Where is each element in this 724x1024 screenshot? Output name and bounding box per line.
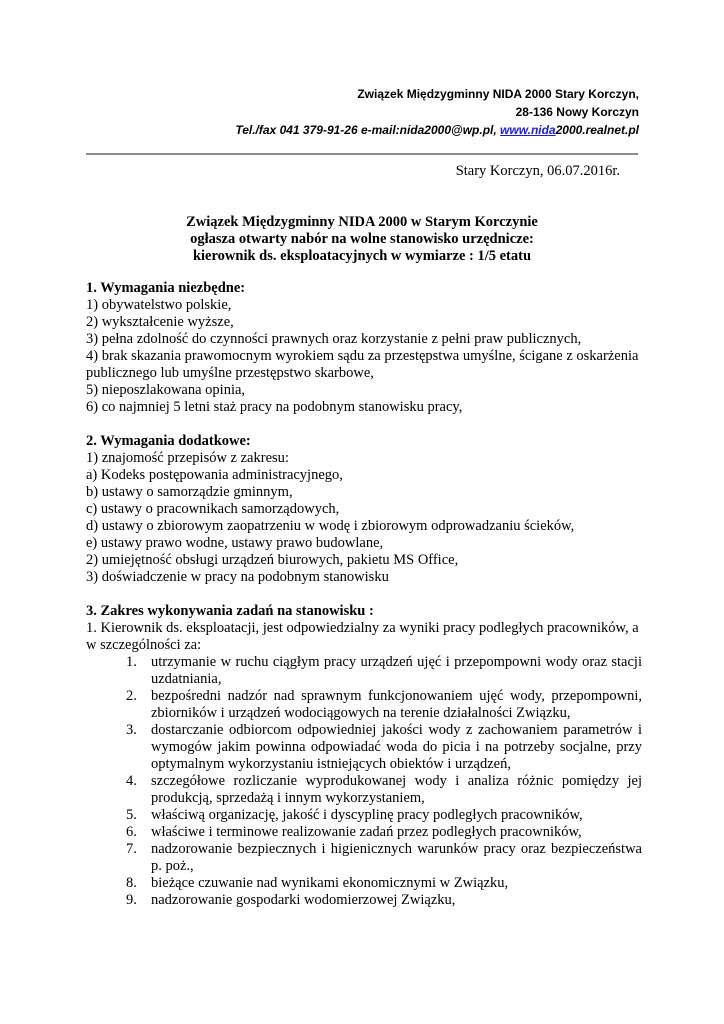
list-item [86,688,642,722]
list-item-text: właściwą organizację, jakość i dyscyplinę pracy podległych pracowników, [151,807,583,823]
list-item [86,875,642,892]
section-1-item: 6) co najmniej 5 letni staż pracy na podobnym stanowisku pracy, [86,399,463,415]
section-3-heading: 3. Zakres wykonywania zadań na stanowisku : [86,603,374,619]
website-link[interactable]: www.nida [500,123,556,137]
list-item [86,841,642,875]
list-item-number: 8. [126,875,137,891]
list-item-number: 5. [126,807,137,823]
list-item-number: 2. [126,688,137,704]
list-item-number: 9. [126,892,137,908]
section-1-item: 3) pełna zdolność do czynności prawnych oraz korzystanie z pełni praw publicznych, [86,331,582,347]
list-item-text: nadzorowanie gospodarki wodomierzowej Związku, [151,892,456,908]
section-2-item: a) Kodeks postępowania administracyjnego, [86,467,343,483]
list-item-number: 6. [126,824,137,840]
section-1-item: 1) obywatelstwo polskie, [86,297,232,313]
header-contact-text: Tel./fax 041 379-91-26 e-mail:nida2000@wp.pl, [235,123,501,137]
title-line-3: kierownik ds. eksploatacyjnych w wymiarze : 1/5 etatu [192,248,532,264]
spacer [86,416,642,433]
list-item-text: utrzymanie w ruchu ciągłym pracy urządzeń ujęć i przepompowni wody oraz stacji uzdatniania, [151,654,642,687]
section-1-item: 5) nieposzlakowana opinia, [86,382,246,398]
header-contact-line [235,123,639,137]
list-item-number: 3. [126,722,137,738]
header-divider [86,153,638,155]
section-1-item: 2) wykształcenie wyższe, [86,314,234,330]
section-1-item: 4) brak skazania prawomocnym wyrokiem sądu za przestępstwa umyślne, ścigane z oskarżenia publicznego lub umyślne przestępstwo skarbowe, [86,348,639,381]
spacer [86,586,642,603]
list-item-text: nadzorowanie bezpiecznych i higienicznych warunków pracy oraz bezpieczeństwa p. poż., [151,841,642,874]
section-1-heading: 1. Wymagania niezbędne: [86,280,246,296]
document-title [86,214,638,265]
section-2-item: 2) umiejętność obsługi urządzeń biurowych, pakietu MS Office, [86,552,459,568]
header-address-line: 28-136 Nowy Korczyn [515,105,639,119]
list-item [86,892,642,909]
list-item [86,773,642,807]
title-line-1: Związek Międzygminny NIDA 2000 w Starym Korczynie [186,214,538,230]
list-item-number: 1. [126,654,137,670]
list-item [86,654,642,688]
section-3-intro: 1. Kierownik ds. eksploatacji, jest odpowiedzialny za wyniki pracy podległych pracowników, a w szczególności za: [86,620,639,653]
list-item [86,722,642,773]
section-2-heading: 2. Wymagania dodatkowe: [86,433,251,449]
list-item-text: bezpośredni nadzór nad sprawnym funkcjonowaniem ujęć wody, przepompowni, zbiorników i urządzeń wodociągowych na terenie działalności Związku, [151,688,642,721]
list-item-number: 4. [126,773,137,789]
section-2-item: c) ustawy o pracownikach samorządowych, [86,501,340,517]
list-item-text: dostarczanie odbiorcom odpowiedniej jakości wody z zachowaniem parametrów i wymogów jakim powinna odpowiadać woda do picia i na potrzeby socjalne, przy optymalnym wykorzystaniu istniejących obiektów i urządzeń, [151,722,642,772]
section-2-item: 1) znajomość przepisów z zakresu: [86,450,289,466]
list-item-text: właściwe i terminowe realizowanie zadań przez podległych pracowników, [151,824,582,840]
section-2-item: 3) doświadczenie w pracy na podobnym stanowisku [86,569,389,585]
section-2-item: e) ustawy prawo wodne, ustawy prawo budowlane, [86,535,384,551]
document-date: Stary Korczyn, 06.07.2016r. [455,163,620,179]
title-line-2: ogłasza otwarty nabór na wolne stanowisko urzędnicze: [190,231,534,247]
section-2-item: b) ustawy o samorządzie gminnym, [86,484,293,500]
document-body [86,280,642,909]
header-org-line: Związek Międzygminny NIDA 2000 Stary Korczyn, [357,87,639,101]
list-item [86,807,642,824]
section-2-item: d) ustawy o zbiorowym zaopatrzeniu w wodę i zbiorowym odprowadzaniu ścieków, [86,518,575,534]
list-item-number: 7. [126,841,137,857]
header-website-suffix: 2000.realnet.pl [555,123,639,137]
list-item [86,824,642,841]
duties-list [86,654,642,909]
list-item-text: szczegółowe rozliczanie wyprodukowanej wody i analiza różnic pomiędzy jej produkcją, sprzedażą i innym wykorzystaniem, [151,773,642,806]
list-item-text: bieżące czuwanie nad wynikami ekonomicznymi w Związku, [151,875,509,891]
